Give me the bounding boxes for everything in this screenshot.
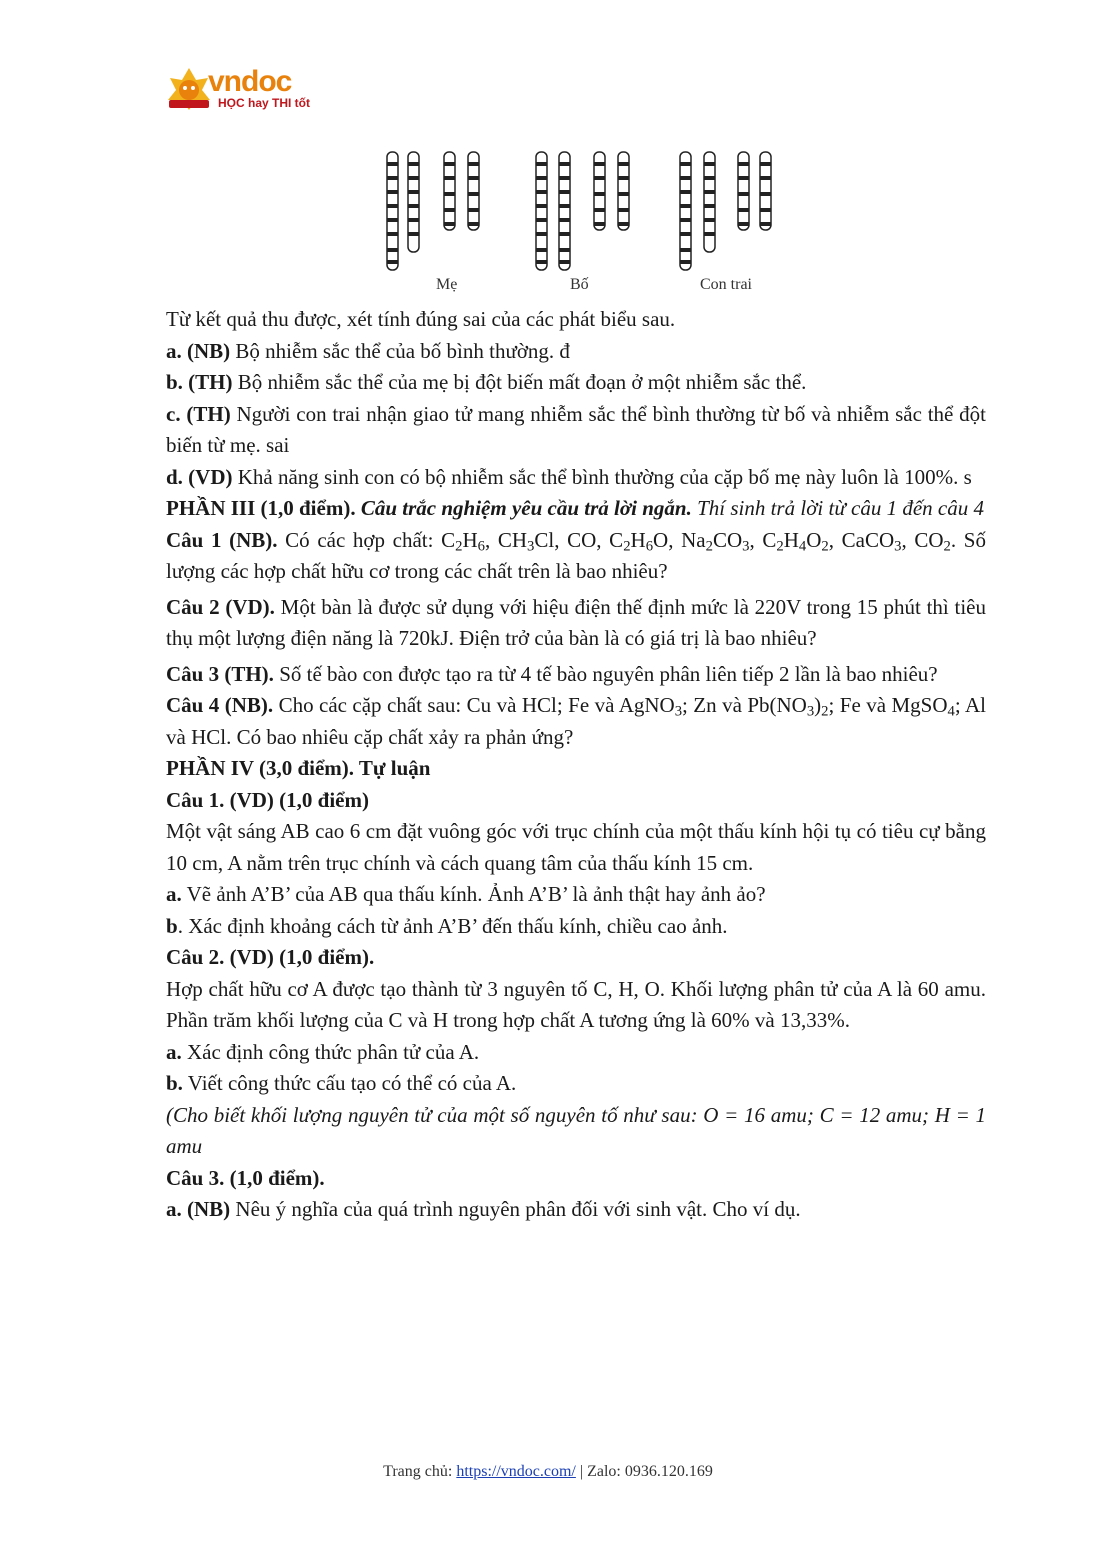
essay-3-heading: Câu 3. (1,0 điểm). xyxy=(166,1165,325,1190)
essay-3-a: a. (NB) Nêu ý nghĩa của quá trình nguyên phân đối với sinh vật. Cho ví dụ. xyxy=(166,1197,801,1221)
chromosome-8 xyxy=(618,152,629,230)
logo-slogan: HỌC hay THI tốt xyxy=(218,96,310,110)
part4-heading: PHẦN IV (3,0 điểm). Tự luận xyxy=(166,756,431,780)
page-content xyxy=(166,304,986,1226)
statement-c: c. (TH) Người con trai nhận giao tử mang nhiễm sắc thể bình thường từ bố và nhiễm sắc thể đột biến từ mẹ. sai xyxy=(166,401,986,457)
footer-prefix: Trang chủ: xyxy=(383,1463,457,1480)
chromosome-11 xyxy=(738,152,749,230)
essay-1-a: a. Vẽ ảnh A’B’ của AB qua thấu kính. Ảnh A’B’ là ảnh thật hay ảnh ảo? xyxy=(166,882,766,906)
statement-b: b. (TH) Bộ nhiễm sắc thể của mẹ bị đột biến mất đoạn ở một nhiễm sắc thể. xyxy=(166,370,807,394)
footer-contact: | Zalo: 0936.120.169 xyxy=(575,1463,713,1480)
karyotype-figure xyxy=(380,148,780,300)
question-2: Câu 2 (VD). Một bàn là được sử dụng với hiệu điện thế định mức là 220V trong 15 phút thì tiêu thụ một lượng điện năng là 720kJ. Điện trở của bàn là có giá trị là bao nhiêu? xyxy=(166,594,986,650)
essay-2-b: b. Viết công thức cấu tạo có thể có của A. xyxy=(166,1071,517,1095)
mascot-icon xyxy=(166,66,212,112)
essay-1-text: Một vật sáng AB cao 6 cm đặt vuông góc với trục chính của một thấu kính hội tụ có tiêu cự bằng 10 cm, A nằm trên trục chính và cách quang tâm của thấu kính 15 cm. xyxy=(166,819,986,875)
question-3: Câu 3 (TH). Số tế bào con được tạo ra từ 4 tế bào nguyên phân liên tiếp 2 lần là bao nhiêu? xyxy=(166,661,938,686)
intro-text: Từ kết quả thu được, xét tính đúng sai của các phát biểu sau. xyxy=(166,307,676,331)
question-1: Câu 1 (NB). Có các hợp chất: $C_2H_6$, $CH_3Cl$, CO, $C_2H_6O$, $Na_2CO_3$, $C_2H_4O_2$, CaCO$_3$, $CO_2$. Số lượng các hợp chất hữu cơ trong các chất trên là bao nhiêu? xyxy=(166,527,986,583)
chromosome-3 xyxy=(444,152,455,230)
essay-2-note: (Cho biết khối lượng nguyên tử của một số nguyên tố như sau: O = 16 amu; C = 12 amu; H = 1 amu xyxy=(166,1102,986,1158)
essay-2-text: Hợp chất hữu cơ A được tạo thành từ 3 nguyên tố C, H, O. Khối lượng phân tử của A là 60 amu. Phần trăm khối lượng của C và H trong hợp chất A tương ứng là 60% và 13,33%. xyxy=(166,976,986,1032)
page-footer xyxy=(0,1463,1096,1481)
logo-brand: vndoc xyxy=(208,65,292,98)
label-mother: Mẹ xyxy=(436,276,458,293)
essay-1-heading: Câu 1. (VD) (1,0 điểm) xyxy=(166,787,369,812)
chromosome-5 xyxy=(536,152,547,270)
chromosome-12 xyxy=(760,152,771,230)
chromosome-7 xyxy=(594,152,605,230)
chromosome-4 xyxy=(468,152,479,230)
chromosome-6 xyxy=(559,152,570,270)
homepage-link[interactable]: https://vndoc.com/ xyxy=(456,1463,576,1480)
label-son: Con trai xyxy=(700,276,752,293)
chromosome-diagram xyxy=(380,148,780,273)
essay-2-a: a. Xác định công thức phân tử của A. xyxy=(166,1039,480,1064)
statement-d: d. (VD) Khả năng sinh con có bộ nhiễm sắc thể bình thường của cặp bố mẹ này luôn là 100%. s xyxy=(166,464,972,489)
essay-1-b: b. Xác định khoảng cách từ ảnh A’B’ đến thấu kính, chiều cao ảnh. xyxy=(166,913,728,938)
essay-2-heading: Câu 2. (VD) (1,0 điểm). xyxy=(166,945,375,969)
chromosome-2 xyxy=(408,152,419,252)
vndoc-logo xyxy=(166,66,326,114)
question-4: Câu 4 (NB). Cho các cặp chất sau: Cu và HCl; Fe và AgNO$_3$; Zn và $Pb(NO_3)_2$; Fe và MgSO$_4$; Al và HCl. Có bao nhiêu cặp chất xảy ra phản ứng? xyxy=(166,693,986,749)
part3-heading: PHẦN III (1,0 điểm). Câu trắc nghiệm yêu cầu trả lời ngắn. Thí sinh trả lời từ câu 1 đến câu 4 xyxy=(166,496,984,520)
statement-a: a. (NB) Bộ nhiễm sắc thể của bố bình thường. đ xyxy=(166,338,570,363)
chromosome-9 xyxy=(680,152,691,270)
label-father: Bố xyxy=(570,276,589,293)
chromosome-10 xyxy=(704,152,715,252)
chromosome-1 xyxy=(387,152,398,270)
